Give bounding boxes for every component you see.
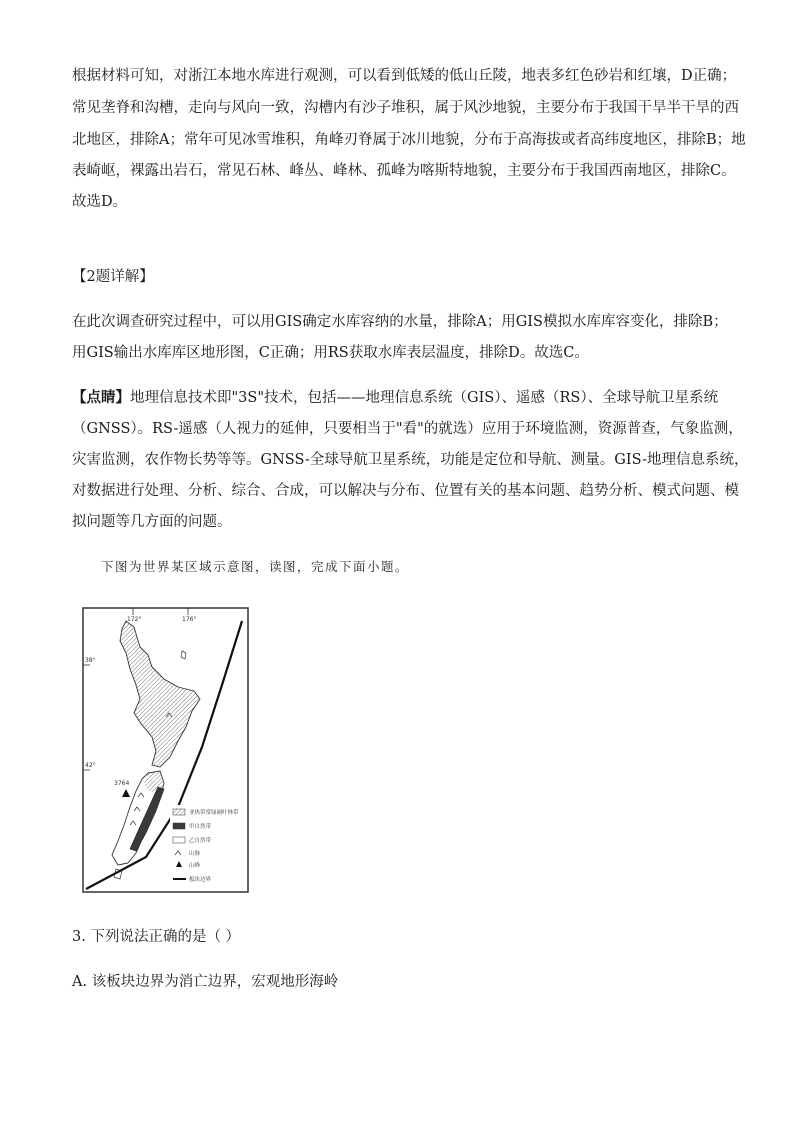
tip-text: 地理信息技术即"3S"技术，包括——地理信息系统（GIS）、遥感（RS）、全球导航卫星系统 — [130, 390, 719, 406]
answer-text-line: 北地区，排除A；常年可见冰雪堆积，角峰刃脊属于冰川地貌，分布于高海拔或者高纬度地区，排除B；地 — [72, 132, 746, 148]
legend-label: 山峰 — [189, 863, 201, 869]
legend-label: 甲自然带 — [189, 824, 212, 830]
legend-swatch-hatch — [173, 809, 185, 815]
region-map — [82, 607, 249, 893]
legend-swatch-white — [173, 837, 185, 843]
peak-label: 3764 — [114, 780, 130, 787]
legend-label: 乙自然带 — [189, 838, 212, 844]
answer-text-line: 表崎岖，裸露出岩石，常见石林、峰丛、峰林、孤峰为喀斯特地貌，主要分布于我国西南地区，排除C。 — [72, 163, 736, 179]
tip-text-line: 灾害监测，农作物长势等等。GNSS-全球导航卫星系统，功能是定位和导航、测量。GIS-地理信息系统， — [72, 452, 749, 468]
tip-label: 【点睛】 — [72, 389, 130, 406]
tip-text-line: （GNSS）。RS-遥感（人视力的延伸，只要相当于"看"的就选）应用于环境监测，资源普查，气象监测， — [72, 421, 743, 437]
question-stem: 3. 下列说法正确的是（ ） — [72, 929, 241, 945]
map-drawing — [82, 607, 249, 893]
lat-label: 42° — [85, 762, 96, 769]
tip-text-line: 拟问题等几方面的问题。 — [72, 514, 232, 530]
answer-text-line: 常见垄脊和沟槽，走向与风向一致，沟槽内有沙子堆积，属于风沙地貌，主要分布于我国干旱半干旱的西 — [72, 100, 739, 116]
lon-label: 172° — [127, 616, 142, 623]
lat-label: 38° — [85, 657, 96, 664]
section-heading: 【2题详解】 — [72, 269, 154, 285]
lon-label: 176° — [182, 616, 197, 623]
legend-swatch-dark — [173, 823, 185, 829]
answer-text-line: 用GIS输出水库库区地形图，C正确；用RS获取水库表层温度，排除D。故选C。 — [72, 345, 589, 361]
answer-text-line: 故选D。 — [72, 194, 128, 210]
option-a: A. 该板块边界为消亡边界，宏观地形海岭 — [72, 974, 339, 990]
legend-label: 板块边界 — [189, 877, 212, 883]
answer-text-line: 在此次调查研究过程中，可以用GIS确定水库容纳的水量，排除A；用GIS模拟水库库容变化，排除B； — [72, 314, 728, 330]
tip-first-line — [72, 388, 718, 408]
tip-text-line: 对数据进行处理、分析、综合、合成，可以解决与分布、位置有关的基本问题、趋势分析、模式问题、模 — [72, 483, 739, 499]
answer-text-line: 根据材料可知，对浙江本地水库进行观测，可以看到低矮的低山丘陵，地表多红色砂岩和红壤，D正确； — [72, 68, 737, 84]
figure-caption: 下图为世界某区域示意图，读图，完成下面小题。 — [101, 559, 410, 574]
legend-label: 亚热带常绿阔叶林带 — [189, 810, 239, 816]
legend-label: 山脉 — [189, 851, 201, 857]
